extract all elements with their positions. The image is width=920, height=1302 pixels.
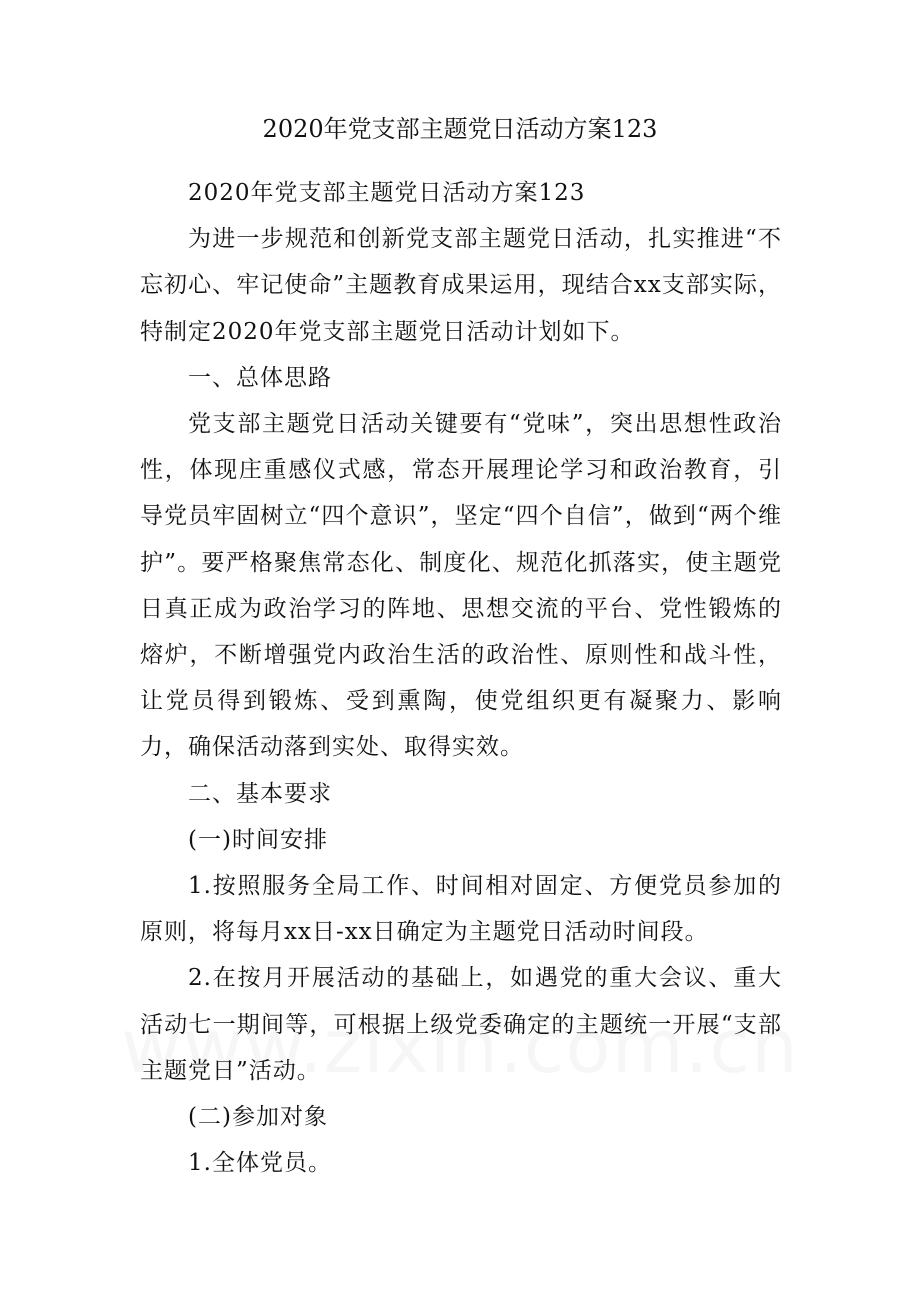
- overall-approach-paragraph: 党支部主题党日活动关键要有“党味”，突出思想性政治性，体现庄重感仪式感，常态开展理论学习和政治教育，引导党员牢固树立“四个意识”，坚定“四个自信”，做到“两个维护”。要严格聚焦常态化、制度化、规范化抓落实，使主题党日真正成为政治学习的阵地、思想交流的平台、党性锻炼的熔炉，不断增强党内政治生活的政治性、原则性和战斗性，让党员得到锻炼、受到熏陶，使党组织更有凝聚力、影响力，确保活动落到实处、取得实效。: [140, 411, 782, 761]
- intro-paragraph: 为进一步规范和创新党支部主题党日活动，扎实推进“不忘初心、牢记使命”主题教育成果运用，现结合xx支部实际，特制定2020年党支部主题党日活动计划如下。: [140, 226, 782, 345]
- document-title: 2020年党支部主题党日活动方案123: [262, 115, 658, 143]
- subsection-heading-participants: (二)参加对象: [188, 1104, 328, 1131]
- section-heading-overall-approach: 一、总体思路: [188, 364, 332, 391]
- time-arrangement-item-1: 1.按照服务全局工作、时间相对固定、方便党员参加的原则，将每月xx日-xx日确定为主题党日活动时间段。: [140, 873, 782, 946]
- subsection-heading-time-arrangement: (一)时间安排: [188, 826, 328, 853]
- subtitle-paragraph: 2020年党支部主题党日活动方案123: [188, 180, 586, 206]
- section-heading-basic-requirements: 二、基本要求: [188, 780, 332, 807]
- time-arrangement-item-2: 2.在按月开展活动的基础上，如遇党的重大会议、重大活动七一期间等，可根据上级党委确定的主题统一开展“支部主题党日”活动。: [140, 965, 782, 1084]
- participants-item-1: 1.全体党员。: [188, 1150, 332, 1177]
- document-body: [140, 170, 782, 1186]
